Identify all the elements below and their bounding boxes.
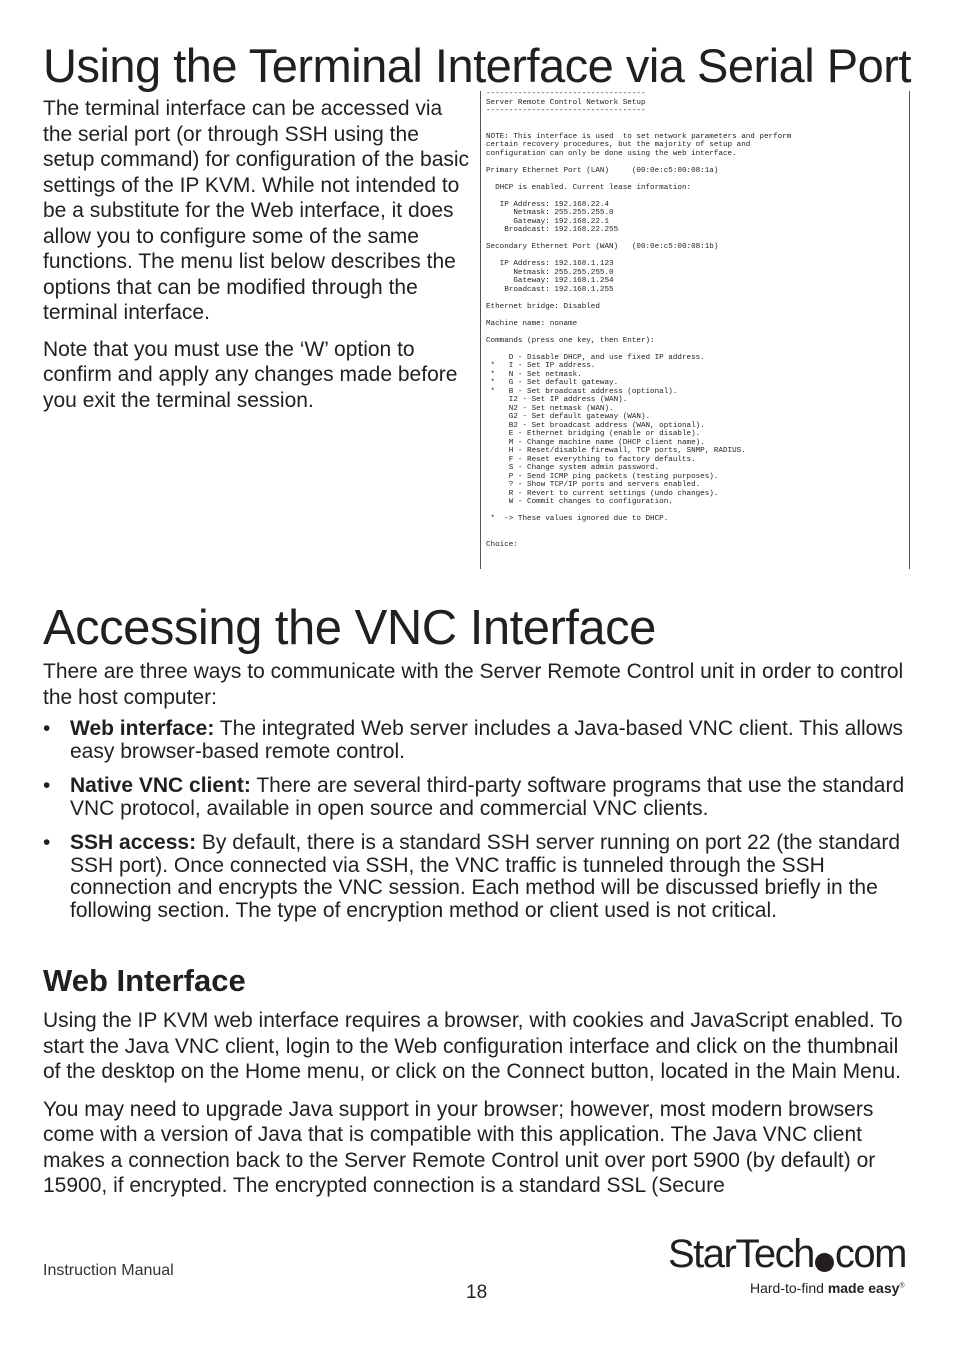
list-item-term: Native VNC client: <box>70 774 251 797</box>
vnc-intro-paragraph: There are three ways to communicate with the Server Remote Control unit in order to control the host computer: <box>43 660 904 709</box>
footer-label: Instruction Manual <box>43 1262 174 1279</box>
web-interface-paragraph: You may need to upgrade Java support in your browser; however, most modern browsers come with a version of Java that is compatible with this application. The Java VNC client makes a connection back to the Server Remote Control unit over port 5900 (by default) or 15900, if encrypted. The encrypted connection is a standard SSL (Secure <box>43 1097 876 1197</box>
logo-tagline <box>750 1280 905 1296</box>
list-item-text: By default, there is a standard SSH server running on port 22 (the standard SSH port). Once connected via SSH, the VNC traffic is tunneled through the SSH connection and encrypts the VNC session. Each method will be discussed briefly in the following section. The type of encryption method or client used is not critical. <box>70 831 900 922</box>
terminal-note-paragraph: Note that you must use the ‘W’ option to confirm and apply any changes made before you exit the terminal session. <box>43 337 458 412</box>
logo-wordmark-part1: StarTech <box>668 1232 814 1276</box>
list-item-text: The integrated Web server includes a Java-based VNC client. This allows easy browser-based remote control. <box>70 717 904 763</box>
vnc-methods-list <box>43 718 913 934</box>
web-interface-paragraph: Using the IP KVM web interface requires a browser, with cookies and JavaScript enabled. To start the Java VNC client, login to the Web configuration interface and click on the thumbnail of the desktop on the Home menu, or click on the Connect button, located in the Main Menu. <box>43 1009 903 1083</box>
list-item <box>43 775 913 820</box>
logo-wordmark <box>668 1232 906 1276</box>
web-interface-body <box>43 1008 918 1199</box>
section-title-vnc: Accessing the VNC Interface <box>43 601 656 655</box>
section-title-terminal: Using the Terminal Interface via Serial Port <box>43 39 911 92</box>
list-item-text: There are several third-party software programs that use the standard VNC protocol, available in open source and commercial VNC clients. <box>70 774 905 820</box>
logo-wordmark-part2: com <box>834 1232 906 1276</box>
trademark-icon: ® <box>899 1282 905 1290</box>
logo-tagline-bold: made easy <box>827 1280 900 1296</box>
bullet-icon: • <box>43 774 51 797</box>
terminal-screenshot: ----------------------------------- Server Remote Control Network Setup ----------------------------------- NOTE: This interface is used to set network parameters and perform certain recovery procedures, but the majority of setup and configuration can only be done using the web interface. Primary Ethernet Port (LAN) (00:0e:c5:00:08:1a) DHCP is enabled. Current lease information: IP Address: 192.168.22.4 Netmask: 255.255.255.0 Gateway: 192.168.22.1 Broadcast: 192.168.22.255 Secondary Ethernet Port (WAN) (00:0e:c5:00:08:1b) IP Address: 192.168.1.123 Netmask: 255.255.255.0 Gateway: 192.168.1.254 Broadcast: 192.168.1.255 Ethernet bridge: Disabled Machine name: noname Commands (press one key, then Enter): D - Disable DHCP, and use fixed IP address. * I - Set IP address. * N - Set netmask. * G - Set default gateway. * B - Set broadcast address (optional). I2 - Set IP address (WAN). N2 - Set netmask (WAN). G2 - Set default gateway (WAN). B2 - Set broadcast address (WAN, optional). E - Ethernet bridging (enable or disable). M - Change machine name (DHCP client name). H - Reset/disable firewall, TCP ports, SNMP, RADIUS. F - Reset everything to factory defaults. S - Change system admin password. P - Send ICMP ping packets (testing purposes). ? - Show TCP/IP ports and servers enabled. R - Revert to current settings (undo changes). W - Commit changes to configuration. * -> These values ignored due to DHCP. Choice: <box>486 90 792 549</box>
list-item <box>43 718 913 763</box>
terminal-intro-paragraph: The terminal interface can be accessed via the serial port (or through SSH using the setup command) for configuration of the basic settings of the IP KVM. While not intended to be a substitute for the Web interface, it does allow you to configure some of the same functions. The menu list below describes the options that can be modified through the terminal interface. <box>43 97 470 324</box>
bullet-icon: • <box>43 717 51 740</box>
startech-logo <box>668 1232 908 1302</box>
web-interface-heading: Web Interface <box>43 963 246 998</box>
list-item-term: SSH access: <box>70 831 197 854</box>
logo-tagline-regular: Hard-to-find <box>750 1280 828 1296</box>
list-item-term: Web interface: <box>70 717 215 740</box>
bullet-icon: • <box>43 831 51 854</box>
list-item <box>43 832 913 922</box>
logo-dot-icon <box>815 1253 834 1272</box>
terminal-intro <box>43 96 473 413</box>
page-number: 18 <box>466 1282 488 1303</box>
